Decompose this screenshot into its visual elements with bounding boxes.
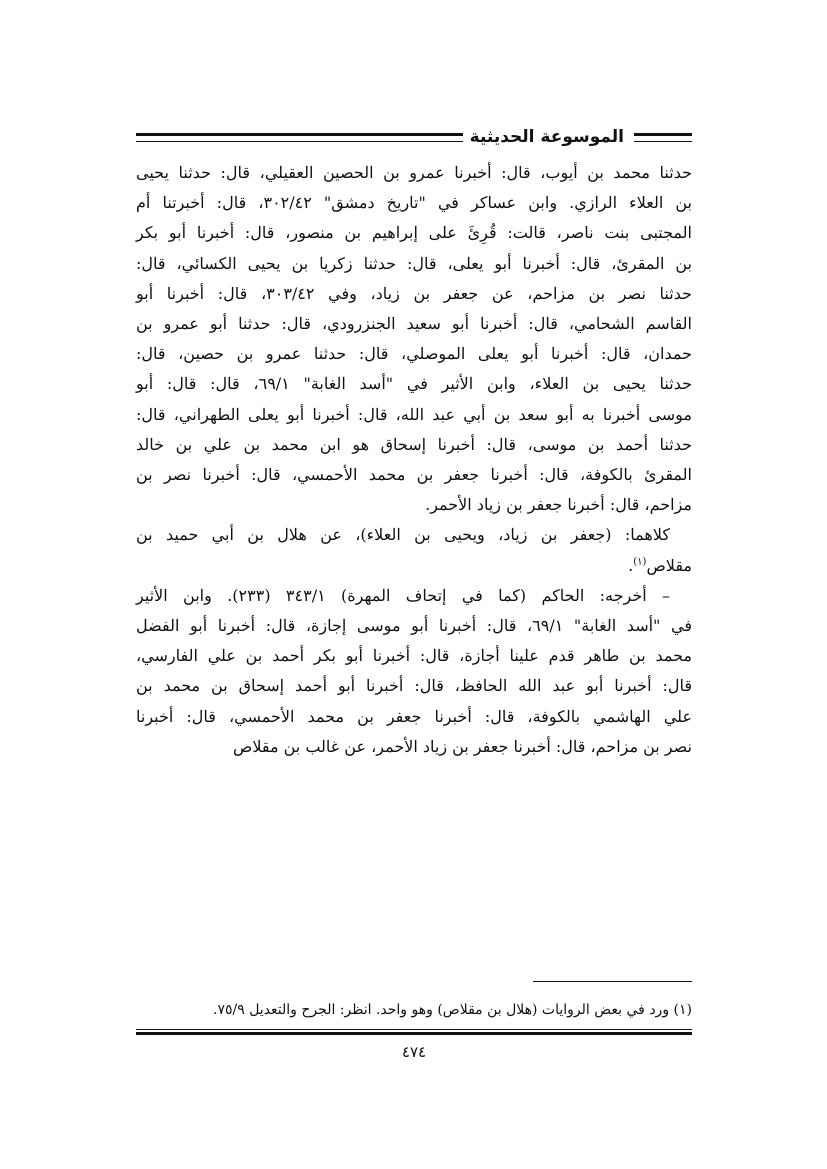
text-line-end <box>136 551 692 581</box>
footnote-separator <box>533 981 692 982</box>
text-line: كلاهما: (جعفر بن زياد، ويحيى بن العلاء)، عن هلال بن أبي حميد بن <box>136 525 670 545</box>
page-number: ٤٧٤ <box>401 1043 427 1061</box>
text-line: حمدان، قال: أخبرنا أبو يعلى الموصلي، قال: حدثنا عمرو بن حصين، قال: <box>136 344 692 364</box>
text-line: قال: أخبرنا أبو عبد الله الحافظ، قال: أخبرنا أبو أحمد إسحاق بن محمد بن <box>136 676 693 696</box>
text-line: نصر بن مزاحم، قال: أخبرنا جعفر بن زياد الأحمر، عن غالب بن مقلاص <box>232 736 692 756</box>
text-line: موسى أخبرنا به أبو سعد بن أبي عبد الله، قال: أخبرنا أبو يعلى الطهراني، قال: <box>136 404 692 424</box>
main-text <box>136 158 692 762</box>
text-line: حدثنا نصر بن مزاحم، عن جعفر بن زياد، وفي ٣٠٣/٤٢، قال: أخبرنا أبو <box>136 283 692 303</box>
header-rule-left <box>136 133 463 142</box>
footnote: (١) ورد في بعض الروايات (هلال بن مقلاص) وهو واحد. انظر: الجرح والتعديل ٧٥/٩. <box>213 1002 692 1018</box>
paragraph-2 <box>136 520 692 580</box>
text-line: مزاحم، قال: أخبرنا جعفر بن زياد الأحمر. <box>425 495 692 515</box>
text-line: – أخرجه: الحاكم (كما في إتحاف المهرة) ٣٤٣/١ (٢٣٣). وابن الأثير <box>136 585 671 605</box>
footnote-marker[interactable]: (١) <box>633 556 647 568</box>
paragraph-1 <box>136 158 692 520</box>
text-line: بن العلاء الرازي. وابن عساكر في "تاريخ دمشق" ٣٠٢/٤٢، قال: أخبرتنا أم <box>136 193 692 213</box>
text-line: المجتبى بنت ناصر، قالت: قُرِئَ على إبراهيم بن منصور، قال: أخبرنا أبو بكر <box>136 223 692 243</box>
paragraph-2-tail: مقلاص <box>646 555 692 575</box>
text-line: بن المقرئ، قال: أخبرنا أبو يعلى، قال: حدثنا زكريا بن يحيى الكسائي، قال: <box>136 253 692 273</box>
running-header <box>136 126 692 150</box>
paragraph-2-end: . <box>628 555 634 575</box>
text-line: القاسم الشحامي، قال: أخبرنا أبو سعيد الجنزرودي، قال: حدثنا أبو عمرو بن <box>136 314 692 334</box>
text-line: علي الهاشمي بالكوفة، قال: أخبرنا جعفر بن محمد الأحمسي، قال: أخبرنا <box>136 706 692 726</box>
text-line: حدثنا محمد بن أيوب، قال: أخبرنا عمرو بن الحصين العقيلي، قال: حدثنا يحيى <box>136 163 692 182</box>
header-rule-right <box>634 133 692 142</box>
text-line: المقرئ بالكوفة، قال: أخبرنا جعفر بن محمد الأحمسي، قال: أخبرنا نصر بن <box>136 465 692 485</box>
text-line: حدثنا أحمد بن موسى، قال: أخبرنا إسحاق هو ابن محمد بن علي بن خالد <box>136 434 692 454</box>
text-line: محمد بن طاهر قدم علينا أجازة، قال: أخبرنا أبو بكر أحمد بن علي الفارسي، <box>136 646 692 666</box>
text-line: في "أسد الغابة" ٦٩/١، قال: أخبرنا أبو موسى إجازة، قال: أخبرنا أبو الفضل <box>136 616 693 636</box>
paragraph-3 <box>136 581 692 762</box>
text-line: حدثنا يحيى بن العلاء، وابن الأثير في "أسد الغابة" ٦٩/١، قال: قال: أبو <box>136 374 692 394</box>
bottom-rule <box>136 1029 692 1035</box>
header-title: الموسوعة الحديثية <box>469 127 624 147</box>
